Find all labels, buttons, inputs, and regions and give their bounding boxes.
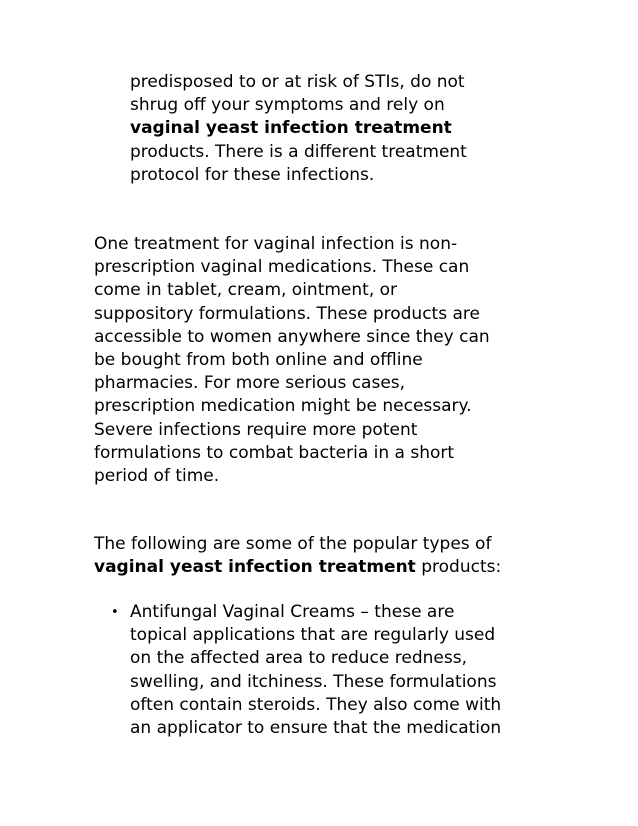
continued-paragraph: [130, 71, 570, 187]
text-line: shrug off your symptoms and rely on: [130, 95, 445, 116]
text-line: protocol for these infections.: [130, 164, 375, 185]
paragraph-two: [94, 533, 564, 579]
product-types-list: [94, 601, 564, 740]
text-line: on the affected area to reduce redness,: [130, 648, 467, 669]
paragraph-one: [94, 233, 564, 488]
text-line: predisposed to or at risk of STIs, do not: [130, 72, 465, 92]
text-line: pharmacies. For more serious cases,: [94, 373, 406, 394]
text-line: an applicator to ensure that the medication: [130, 718, 502, 739]
text-line: swelling, and itchiness. These formulations: [130, 671, 497, 692]
list-item: [94, 601, 564, 740]
bold-phrase: vaginal yeast infection treatment: [130, 118, 452, 139]
bold-text-line: [130, 117, 570, 140]
bold-phrase: vaginal yeast infection treatment: [94, 557, 416, 578]
text-line: period of time.: [94, 466, 220, 487]
text-line: Antifungal Vaginal Creams – these are: [130, 602, 455, 622]
text-line: formulations to combat bacteria in a short: [94, 442, 455, 463]
text-line: suppository formulations. These products are: [94, 303, 480, 324]
text-line: topical applications that are regularly used: [130, 625, 496, 646]
text-line: prescription vaginal medications. These can: [94, 257, 470, 278]
text-line: come in tablet, cream, ointment, or: [94, 280, 398, 301]
bullet-icon: •: [111, 605, 119, 620]
text-line: products. There is a different treatment: [130, 141, 467, 162]
text-line: be bought from both online and offline: [94, 350, 423, 371]
mixed-text-line: [94, 556, 564, 579]
text-line: prescription medication might be necessary.: [94, 396, 472, 417]
text-line: One treatment for vaginal infection is non-: [94, 234, 458, 254]
text-span: products:: [415, 557, 502, 578]
text-line: The following are some of the popular types of: [94, 534, 492, 554]
text-line: often contain steroids. They also come with: [130, 694, 502, 715]
text-line: Severe infections require more potent: [94, 419, 418, 440]
text-line: accessible to women anywhere since they can: [94, 326, 490, 347]
